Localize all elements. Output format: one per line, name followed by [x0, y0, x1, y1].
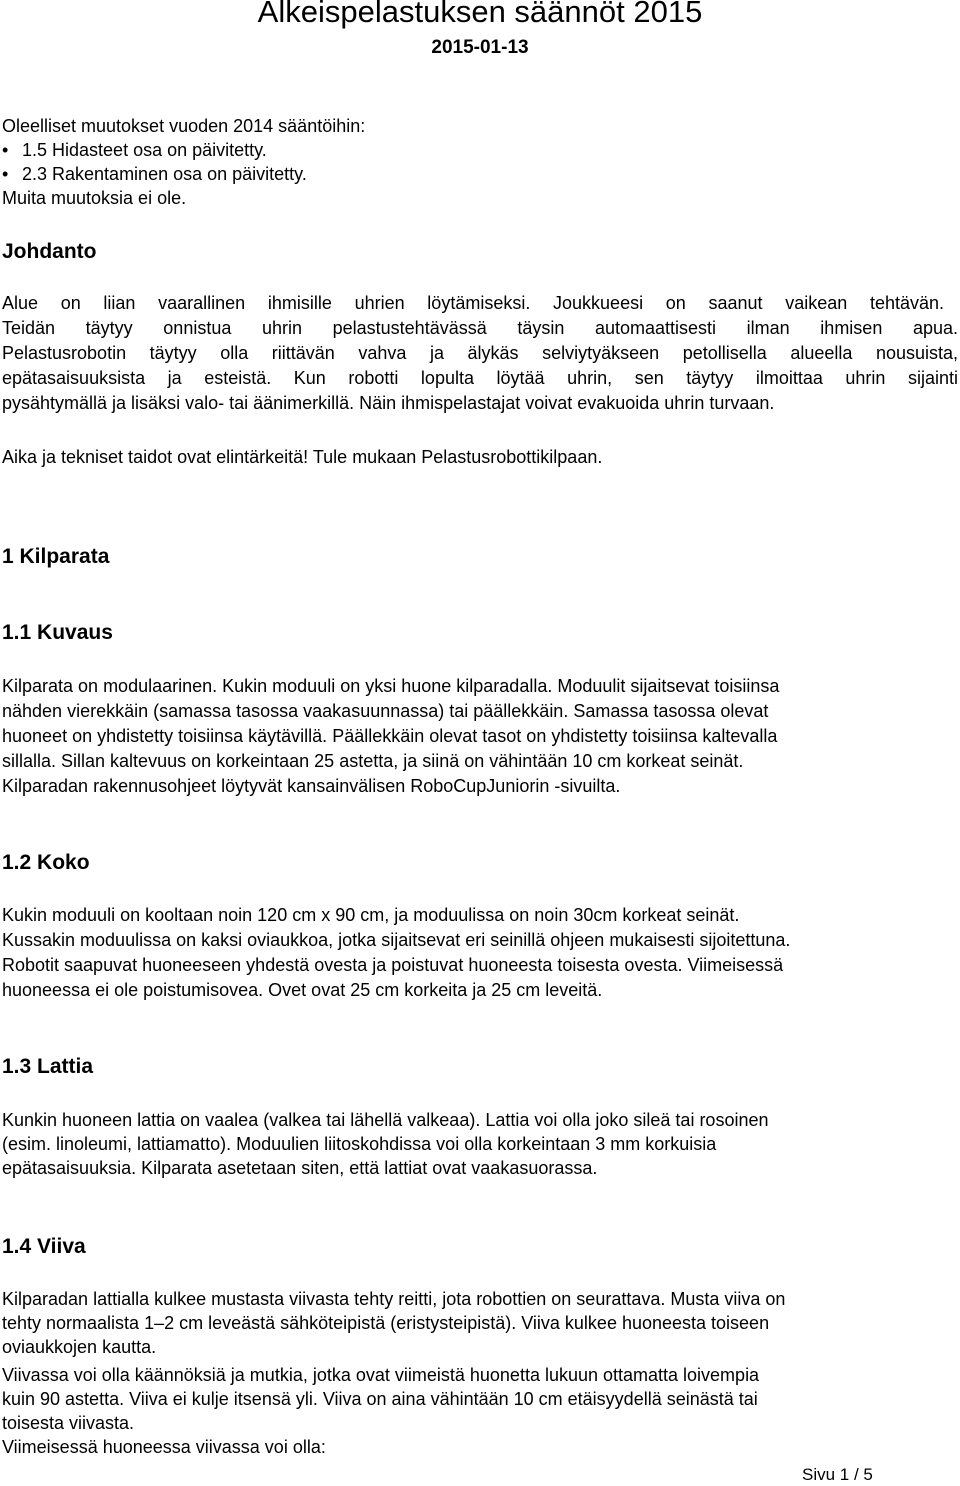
paragraph-line: huoneessa ei ole poistumisovea. Ovet ovat 25 cm korkeita ja 25 cm leveitä.	[2, 980, 603, 1000]
paragraph-line: kuin 90 astetta. Viiva ei kulje itsensä yli. Viiva on aina vähintään 10 cm etäisyydellä seinästä tai	[2, 1389, 758, 1409]
change-item: • 2.3 Rakentaminen osa on päivitetty.	[2, 164, 307, 184]
change-item: • 1.5 Hidasteet osa on päivitetty.	[2, 140, 267, 160]
paragraph-line: Pelastusrobotin täytyy olla riittävän vahva ja älykäs selviytyäkseen petollisella alueella nousuista,	[2, 343, 958, 363]
paragraph-line: Viivassa voi olla käännöksiä ja mutkia, jotka ovat viimeistä huonetta lukuun ottamatta loivempia	[2, 1365, 760, 1385]
paragraph-line: Viimeisessä huoneessa viivassa voi olla:	[2, 1437, 326, 1457]
section-heading-johdanto: Johdanto	[2, 240, 97, 263]
paragraph-line: Kukin moduuli on kooltaan noin 120 cm x 90 cm, ja moduulissa on noin 30cm korkeat seinät.	[2, 905, 740, 925]
paragraph-line: epätasaisuuksia. Kilparata asetetaan siten, että lattiat ovat vaakasuorassa.	[2, 1158, 598, 1178]
document-title: Alkeispelastuksen säännöt 2015	[257, 0, 703, 29]
section-heading-koko: 1.2 Koko	[2, 851, 90, 874]
section-heading-viiva: 1.4 Viiva	[2, 1235, 86, 1258]
document-date: 2015-01-13	[431, 37, 529, 58]
section-heading-kilparata: 1 Kilparata	[2, 545, 110, 568]
paragraph-line: Alue on liian vaarallinen ihmisille uhrien löytämiseksi. Joukkueesi on saanut vaikean tehtävän.	[2, 293, 944, 313]
paragraph-line: pysähtymällä ja lisäksi valo- tai äänimerkillä. Näin ihmispelastajat voivat evakuoida uhrin turvaan.	[2, 393, 775, 413]
paragraph-line: nähden vierekkäin (samassa tasossa vaakasuunnassa) tai päällekkäin. Samassa tasossa olevat	[2, 701, 769, 721]
bullet-icon: •	[2, 140, 9, 160]
changes-intro: Oleelliset muutokset vuoden 2014 sääntöihin:	[2, 116, 366, 136]
paragraph-line: sillalla. Sillan kaltevuus on korkeintaan 25 astetta, ja siinä on vähintään 10 cm korkeat seinät.	[2, 751, 744, 771]
paragraph-line: Kussakin moduulissa on kaksi oviaukkoa, jotka sijaitsevat eri seinillä ohjeen mukaisesti sijoitettuna.	[2, 930, 791, 950]
page-number: Sivu 1 / 5	[802, 1465, 873, 1484]
paragraph-line: (esim. linoleumi, lattiamatto). Moduulien liitoskohdissa voi olla korkeintaan 3 mm korkuisia	[2, 1134, 717, 1154]
paragraph-line: huoneet on yhdistetty toisiinsa käytävillä. Päällekkäin olevat tasot on yhdistetty toisiinsa kaltevalla	[2, 726, 778, 746]
paragraph-line: Robotit saapuvat huoneeseen yhdestä ovesta ja poistuvat huoneesta toisesta ovesta. Viimeisessä	[2, 955, 784, 975]
paragraph-line: Kilparadan rakennusohjeet löytyvät kansainvälisen RoboCupJuniorin -sivuilta.	[2, 776, 621, 796]
paragraph-line: epätasaisuuksista ja esteistä. Kun robotti lopulta löytää uhrin, sen täytyy ilmoittaa uhrin sijainti	[2, 368, 958, 388]
paragraph-line: Kilparata on modulaarinen. Kukin moduuli on yksi huone kilparadalla. Moduulit sijaitsevat toisiinsa	[2, 676, 780, 696]
paragraph-line: Aika ja tekniset taidot ovat elintärkeitä! Tule mukaan Pelastusrobottikilpaan.	[2, 447, 603, 467]
paragraph-line: toisesta viivasta.	[2, 1413, 135, 1433]
paragraph-line: Kilparadan lattialla kulkee mustasta viivasta tehty reitti, jota robottien on seurattava. Musta viiva on	[2, 1289, 786, 1309]
paragraph-line: Teidän täytyy onnistua uhrin pelastustehtävässä täysin automaattisesti ilman ihmisen apua.	[2, 318, 958, 338]
paragraph-line: Kunkin huoneen lattia on vaalea (valkea tai lähellä valkeaa). Lattia voi olla joko sileä tai rosoinen	[2, 1110, 769, 1130]
bullet-icon: •	[2, 164, 9, 184]
section-heading-kuvaus: 1.1 Kuvaus	[2, 621, 113, 644]
paragraph-line: oviaukkojen kautta.	[2, 1337, 157, 1357]
section-heading-lattia: 1.3 Lattia	[2, 1055, 94, 1078]
changes-outro: Muita muutoksia ei ole.	[2, 188, 187, 208]
paragraph-line: tehty normaalista 1–2 cm leveästä sähköteipistä (eristysteipistä). Viiva kulkee huoneesta toiseen	[2, 1313, 770, 1333]
